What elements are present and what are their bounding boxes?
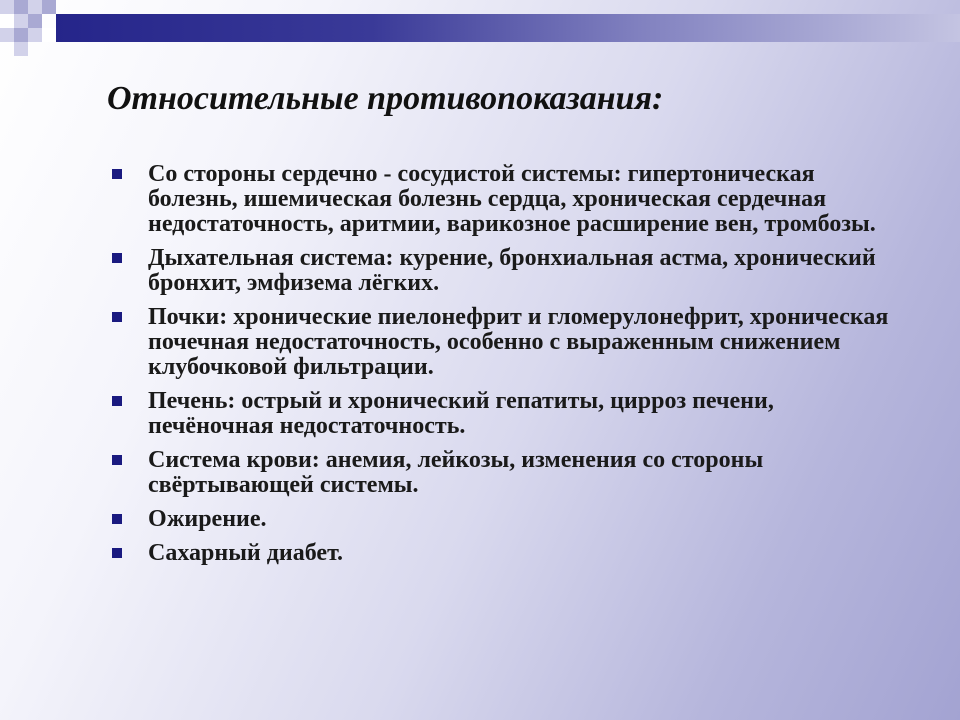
- decor-square: [0, 28, 14, 42]
- square-bullet-icon: [112, 396, 122, 406]
- list-item-text: Печень: острый и хронический гепатиты, цирроз печени, печёночная недостаточность.: [148, 388, 774, 439]
- list-item: [112, 246, 892, 296]
- slide-title: Относительные противопоказания:: [107, 80, 664, 117]
- decor-square: [28, 0, 42, 14]
- decor-square: [14, 0, 28, 14]
- decor-square: [28, 14, 42, 28]
- decor-square: [42, 0, 56, 14]
- list-item-text: Система крови: анемия, лейкозы, изменения со стороны свёртывающей системы.: [148, 447, 764, 498]
- square-bullet-icon: [112, 312, 122, 322]
- list-item-text: Со стороны сердечно - сосудистой системы: гипертоническая болезнь, ишемическая болезнь сердца, хроническая сердечная недостаточность, аритмии, варикозное расширение вен, тромбозы.: [148, 161, 876, 237]
- list-item: [112, 305, 892, 380]
- square-bullet-icon: [112, 455, 122, 465]
- square-bullet-icon: [112, 548, 122, 558]
- decor-square: [14, 28, 28, 42]
- decor-square: [0, 0, 14, 14]
- list-item-text: Сахарный диабет.: [148, 540, 344, 566]
- contraindications-list: [112, 162, 892, 575]
- top-gradient-bar: [56, 14, 960, 42]
- list-item: [112, 162, 892, 237]
- list-item-text: Дыхательная система: курение, бронхиальная астма, хронический бронхит, эмфизема лёгких.: [148, 245, 876, 296]
- decor-square: [14, 42, 28, 56]
- list-item-text: Ожирение.: [148, 506, 267, 532]
- square-bullet-icon: [112, 514, 122, 524]
- decor-square: [14, 14, 28, 28]
- square-bullet-icon: [112, 169, 122, 179]
- decor-square: [42, 28, 56, 42]
- list-item: [112, 541, 892, 566]
- list-item: [112, 507, 892, 532]
- decor-square: [0, 14, 14, 28]
- list-item: [112, 389, 892, 439]
- decor-square: [28, 28, 42, 42]
- square-bullet-icon: [112, 253, 122, 263]
- list-item: [112, 448, 892, 498]
- list-item-text: Почки: хронические пиелонефрит и гломерулонефрит, хроническая почечная недостаточность, особенно с выраженным снижением клубочковой фильтрации.: [148, 304, 889, 380]
